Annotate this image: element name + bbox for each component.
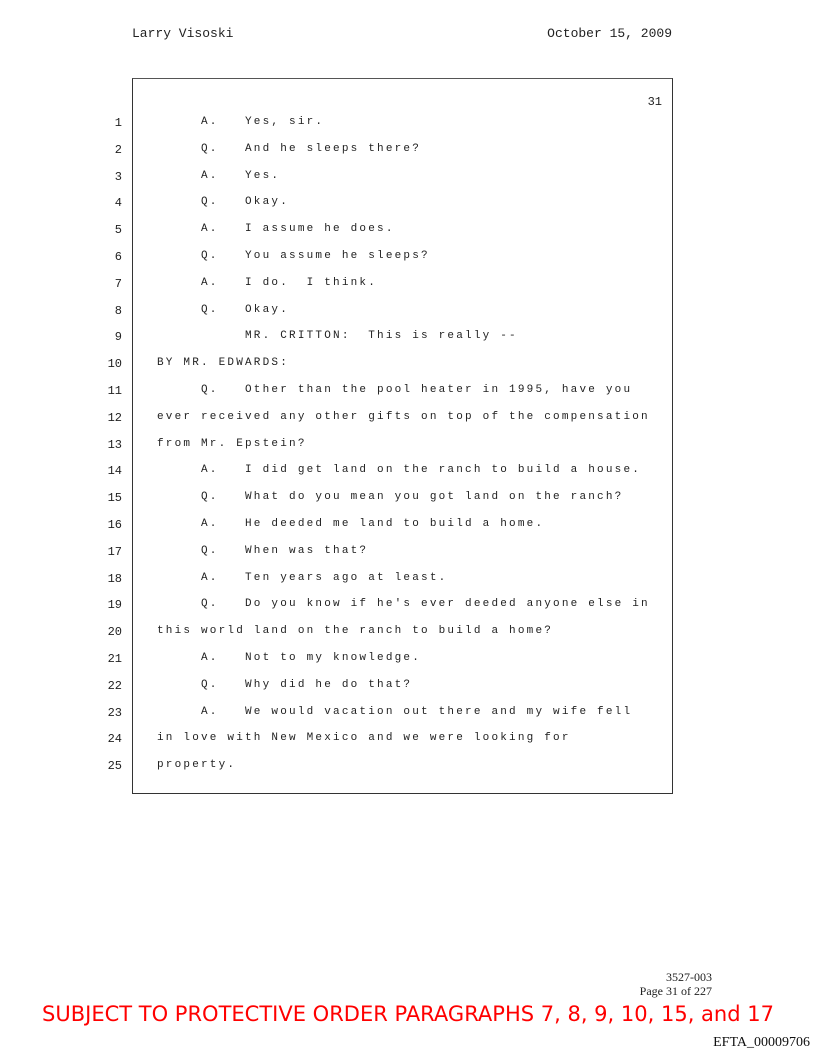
line-text: MR. CRITTON: This is really -- <box>157 330 518 343</box>
transcript-line <box>0 460 816 487</box>
transcript-line <box>0 166 816 193</box>
line-text: from Mr. Epstein? <box>157 437 307 450</box>
page-of-total: Page 31 of 227 <box>639 984 712 998</box>
transcript-line <box>0 728 816 755</box>
transcript-line <box>0 353 816 380</box>
line-text: Q. What do you mean you got land on the ranch? <box>157 491 624 504</box>
transcript-line <box>0 487 816 514</box>
line-number: 23 <box>107 705 122 720</box>
case-number: 3527-003 <box>666 970 712 984</box>
line-number: 11 <box>107 384 122 398</box>
line-number: 17 <box>107 544 122 559</box>
line-number: 8 <box>114 303 122 318</box>
transcript-line <box>0 755 816 782</box>
line-text: BY MR. EDWARDS: <box>157 357 290 370</box>
line-text: Q. And he sleeps there? <box>157 142 422 155</box>
transcript-line <box>0 702 816 729</box>
protective-order-notice: SUBJECT TO PROTECTIVE ORDER PARAGRAPHS 7, 8, 9, 10, 15, and 17 <box>42 1002 774 1026</box>
transcript-line <box>0 380 816 407</box>
transcript-line <box>0 326 816 353</box>
line-text: Q. You assume he sleeps? <box>157 250 430 262</box>
line-number: 10 <box>107 357 122 372</box>
transcript-line <box>0 568 816 595</box>
line-number: 16 <box>107 518 122 532</box>
line-text: A. Not to my knowledge. <box>157 652 422 664</box>
line-text: A. Yes, sir. <box>157 116 325 128</box>
line-number: 14 <box>107 464 122 479</box>
line-text: A. We would vacation out there and my wife fell <box>157 705 633 718</box>
line-number: 4 <box>114 196 122 211</box>
line-text: Q. When was that? <box>157 544 369 557</box>
line-text: A. I did get land on the ranch to build a house. <box>157 464 642 477</box>
transcript-line <box>0 407 816 434</box>
transcript-line <box>0 514 816 541</box>
transcript-page-number: 31 <box>647 95 662 109</box>
transcript-line <box>0 541 816 568</box>
line-text: Q. Okay. <box>157 303 290 316</box>
transcript-line <box>0 273 816 300</box>
line-number: 1 <box>114 116 122 130</box>
line-text: Q. Okay. <box>157 196 290 209</box>
line-text: this world land on the ranch to build a home? <box>157 625 554 638</box>
witness-name: Larry Visoski <box>132 26 234 41</box>
line-number: 3 <box>114 169 122 184</box>
transcript-line <box>0 112 816 139</box>
deposition-date: October 15, 2009 <box>547 26 672 41</box>
line-text: A. I do. I think. <box>157 276 378 289</box>
transcript-line <box>0 621 816 648</box>
line-text: property. <box>157 759 237 772</box>
line-number: 2 <box>114 142 122 157</box>
transcript-line <box>0 139 816 166</box>
line-number: 22 <box>107 678 122 693</box>
line-text: in love with New Mexico and we were looking for <box>157 732 571 745</box>
line-number: 13 <box>107 437 122 452</box>
line-text: ever received any other gifts on top of the compensation <box>157 410 650 423</box>
line-number: 5 <box>114 223 122 238</box>
line-number: 18 <box>107 571 122 586</box>
line-number: 6 <box>114 250 122 264</box>
line-number: 7 <box>114 276 122 291</box>
line-text: A. I assume he does. <box>157 223 395 236</box>
line-text: A. Ten years ago at least. <box>157 571 448 584</box>
transcript-line <box>0 594 816 621</box>
transcript-line <box>0 192 816 219</box>
line-number: 25 <box>107 759 122 774</box>
line-text: A. He deeded me land to build a home. <box>157 518 545 530</box>
transcript-line <box>0 246 816 273</box>
transcript-line <box>0 675 816 702</box>
transcript-line <box>0 648 816 675</box>
line-number: 9 <box>114 330 122 345</box>
line-number: 15 <box>107 491 122 506</box>
line-number: 20 <box>107 625 122 640</box>
line-number: 21 <box>107 652 122 666</box>
transcript-line <box>0 300 816 327</box>
line-number: 19 <box>107 598 122 613</box>
line-text: Q. Why did he do that? <box>157 678 413 691</box>
line-number: 12 <box>107 410 122 425</box>
page-header <box>132 26 672 44</box>
line-number: 24 <box>107 732 122 747</box>
line-text: A. Yes. <box>157 169 281 182</box>
transcript-line <box>0 219 816 246</box>
transcript-line <box>0 434 816 461</box>
line-text: Q. Do you know if he's ever deeded anyone else in <box>157 598 650 611</box>
line-text: Q. Other than the pool heater in 1995, have you <box>157 384 633 396</box>
case-reference <box>640 970 712 998</box>
bates-number: EFTA_00009706 <box>713 1035 810 1050</box>
